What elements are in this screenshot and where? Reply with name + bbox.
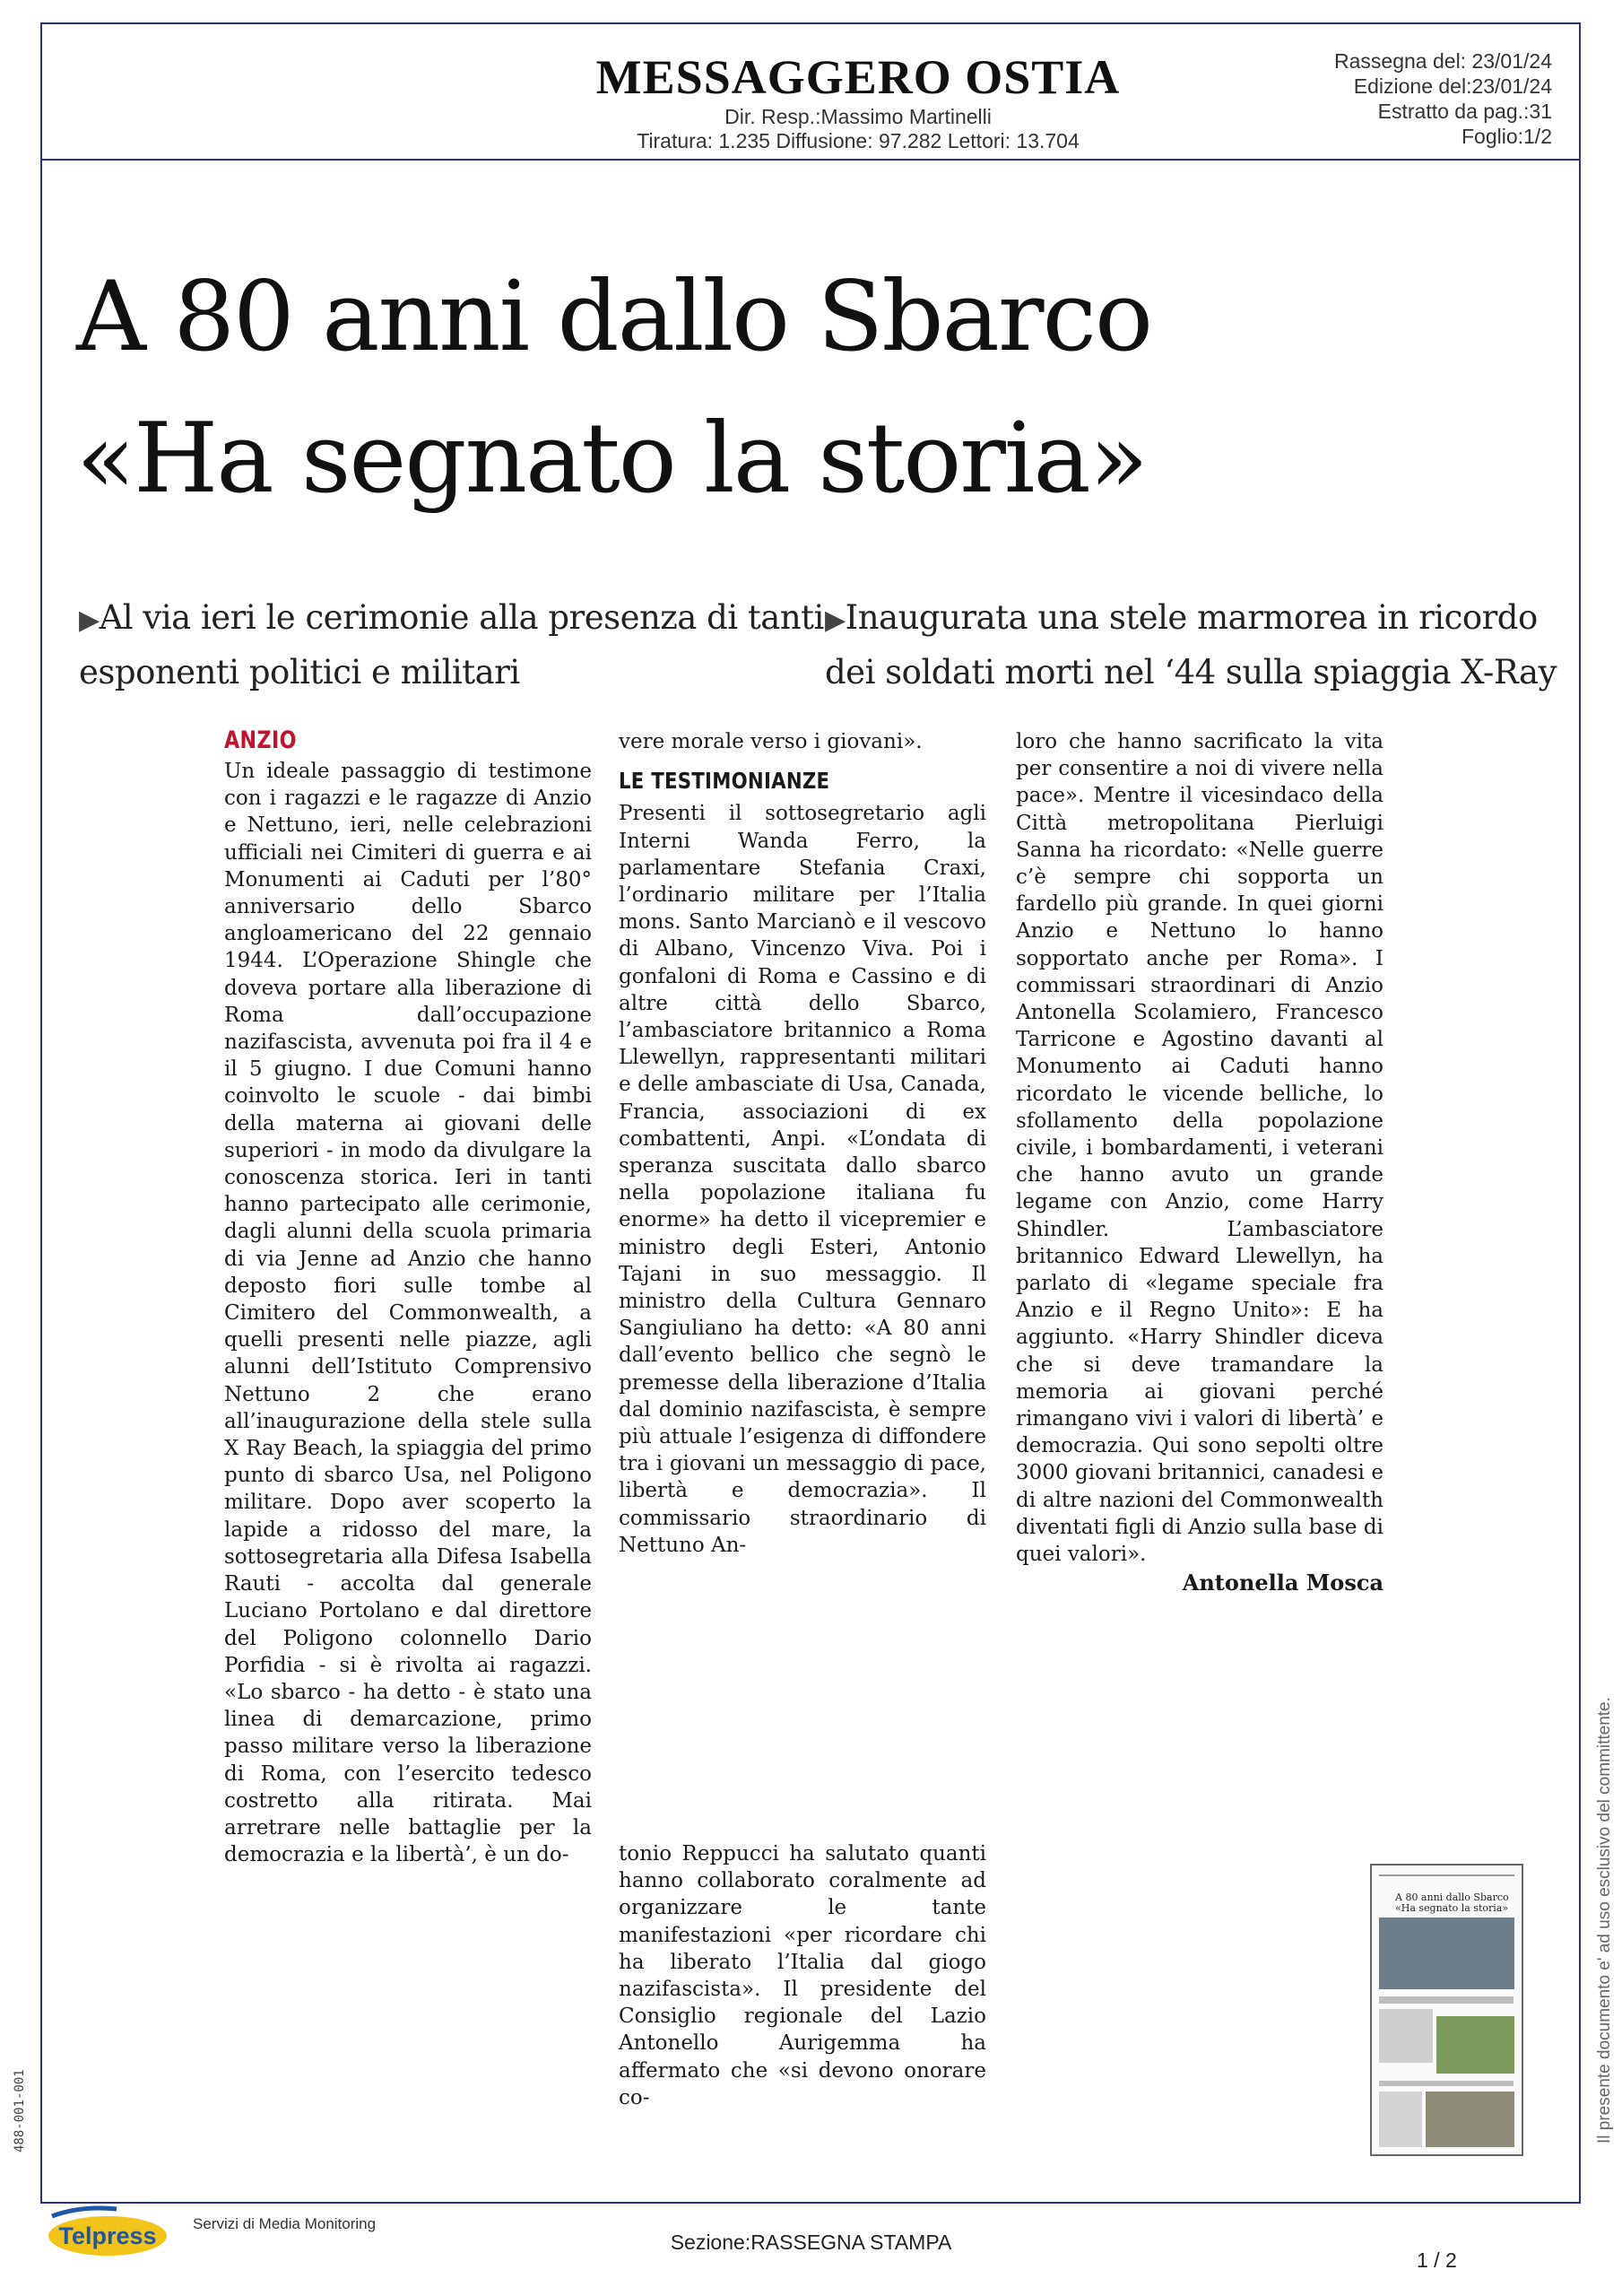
document-code: 488-001-001 <box>13 2069 27 2152</box>
publication-stats: Tiratura: 1.235 Diffusione: 97.282 Lettori: 13.704 <box>637 129 1080 152</box>
meta-estratto: Estratto da pag.:31 <box>1377 100 1552 123</box>
logo-swoosh <box>52 2208 117 2216</box>
column-2-body: Presenti il sottosegretario agli Interni Wanda Ferro, la parlamentare Stefania Craxi, l’ordinario militare per l’Italia mons. Santo Marcianò e il vescovo di Albano, Vincenzo Viva. Poi i gonfaloni di Roma e Cassino e di altre città dello Sbarco, l’ambasciatore britannico a Roma Llewellyn, rappresentanti militari e delle ambasciate di Usa, Canada, Francia, associazioni di ex combattenti, Anpi. «L’ondata di speranza suscitata dallo sbarco nella popolazione italiana fu enorme» ha detto il vicepremier e ministro degli Esteri, Antonio Tajani in suo messaggio. Il ministro della Cultura Gennaro Sangiuliano ha detto: «A 80 anni dall’evento bellico che segnò le premesse della liberazione d’Italia dal dominio nazifascista, è sempre più attuale l’esigenza di diffondere tra i giovani un messaggio di pace, libertà e democrazia». Il commissario straordinario di Nettuno An- <box>619 802 986 1557</box>
subtitle-left <box>79 592 850 699</box>
thumbnail-headline-line-2: «Ha segnato la storia» <box>1395 1902 1509 1914</box>
article-headline <box>76 247 1547 530</box>
thumbnail-header-rule <box>1379 1874 1514 1876</box>
subtitle-right-text: Inaugurata una stele marmorea in ricordo dei soldati morti nel ‘44 sulla spiaggia X-Ray <box>825 598 1557 691</box>
article-subhead: LE TESTIMONIANZE <box>619 768 830 795</box>
triangle-bullet-icon: ▶ <box>79 604 100 636</box>
thumbnail-photo-bottom <box>1426 2092 1514 2147</box>
thumbnail-caption <box>1379 1996 1514 2004</box>
logo-text: Telpress <box>58 2222 157 2249</box>
subtitle-left-text: Al via ieri le cerimonie alla presenza di tanti esponenti politici e militari <box>79 598 824 691</box>
logo-tagline: Servizi di Media Monitoring <box>193 2215 377 2232</box>
publication-director: Dir. Resp.:Massimo Martinelli <box>724 105 992 128</box>
thumbnail-text-block <box>1379 2009 1433 2063</box>
subtitle-right <box>825 592 1560 699</box>
triangle-bullet-icon: ▶ <box>825 604 846 636</box>
thumbnail-text-block-2 <box>1379 2092 1422 2147</box>
headline-line-1: A 80 anni dallo Sbarco <box>76 261 1152 373</box>
section-label: Sezione:RASSEGNA STAMPA <box>670 2231 952 2254</box>
thumbnail-photo-field <box>1436 2016 1514 2074</box>
column-2-continuation: vere morale verso i giovani». <box>619 730 923 753</box>
thumbnail-headline-line-1: A 80 anni dallo Sbarco <box>1395 1892 1509 1903</box>
side-disclaimer: Il presente documento e' ad uso esclusivo del committente. <box>1595 1697 1614 2144</box>
article-column-2 <box>619 728 986 1559</box>
meta-foglio: Foglio:1/2 <box>1461 125 1552 148</box>
page-number: 1 / 2 <box>1417 2248 1457 2272</box>
article-column-1: Un ideale passaggio di testimone con i ragazzi e le ragazze di Anzio e Nettuno, ieri, nelle celebrazioni ufficiali nei Cimiteri di guerra e ai Monumenti ai Caduti per l’80° anniversario dello Sbarco angloamericano del 22 gennaio 1944. L’Operazione Shingle che doveva portare alla liberazione di Roma dall’occupazione nazifascista, avvenuta poi fra il 4 e il 5 giugno. I due Comuni hanno coinvolto le scuole - dai bimbi della materna ai giovani delle superiori - in modo da divulgare la conoscenza storica. Ieri in tanti hanno partecipato alle cerimonie, dagli alunni della scuola primaria di via Jenne ad Anzio che hanno deposto fiori sulle tombe al Cimitero del Commonwealth, a quelli presenti nelle piazze, agli alunni dell’Istituto Comprensivo Nettuno 2 che erano all’inaugurazione della stele sulla X Ray Beach, la spiaggia del primo punto di sbarco Usa, nel Poligono militare. Dopo aver scoperto la lapide a ridosso del mare, la sottosegretaria alla Difesa Isabella Rauti - accolta dal generale Luciano Portolano e dal direttore del Poligono colonnello Dario Porfidia - si è rivolta ai ragazzi. «Lo sbarco - ha detto - è stato una linea di demarcazione, primo passo militare verso la liberazione di Roma, con l’esercito tedesco costretto alla ritirata. Mai arretrare nelle battaglie per la democrazia e la libertà’, è un do- <box>224 760 592 1867</box>
column-3-body: loro che hanno sacrificato la vita per consentire a noi di vivere nella pace». Mentre il vicesindaco della Città metropolitana Pierluigi Sanna ha ricordato: «Nelle guerre c’è sempre chi sopporta un fardello più grande. In quei giorni Anzio e Nettuno lo hanno sopportato anche per Roma». I commissari straordinari di Anzio Antonella Scolamiero, Francesco Tarricone e Agostino davanti al Monumento ai Caduti hanno ricordato le vicende belliche, lo sfollamento della popolazione civile, i bombardamenti, i veterani che hanno avuto un grande legame con Anzio, come Harry Shindler. L’ambasciatore britannico Edward Llewellyn, ha parlato di «legame speciale fra Anzio e il Regno Unito»: E ha aggiunto. «Harry Shindler diceva che si deve tramandare la memoria ai giovani perché rimangano vivi i valori di libertà’ e democrazia. Qui sono sepolti oltre 3000 giovani britannici, canadesi e di altre nazioni del Commonwealth diventati figli di Anzio sulla base di quei valori». <box>1016 730 1383 1567</box>
article-byline: Antonella Mosca <box>1182 1570 1383 1596</box>
thumbnail-headline <box>1395 1892 1512 1914</box>
meta-edizione: Edizione del:23/01/24 <box>1353 74 1552 98</box>
page-thumbnail <box>1370 1864 1523 2156</box>
meta-rassegna: Rassegna del: 23/01/24 <box>1334 49 1552 73</box>
article-kicker: ANZIO <box>224 726 297 754</box>
headline-line-2: «Ha segnato la storia» <box>76 403 1147 515</box>
article-column-3 <box>1016 728 1383 1597</box>
thumbnail-photo-ceremony <box>1379 1918 1514 1989</box>
header-divider <box>42 159 1579 161</box>
thumbnail-caption-2 <box>1379 2081 1514 2086</box>
publication-title: MESSAGGERO OSTIA <box>595 50 1121 104</box>
article-column-2-bottom: tonio Reppucci ha salutato quanti hanno collaborato coralmente ad organizzare le tante manifestazioni «per ricordare chi ha liberato l’Italia dal giogo nazifascista». Il presidente del Consiglio regionale del Lazio Antonello Aurigemma ha affermato che «si devono onorare co- <box>619 1842 986 2109</box>
